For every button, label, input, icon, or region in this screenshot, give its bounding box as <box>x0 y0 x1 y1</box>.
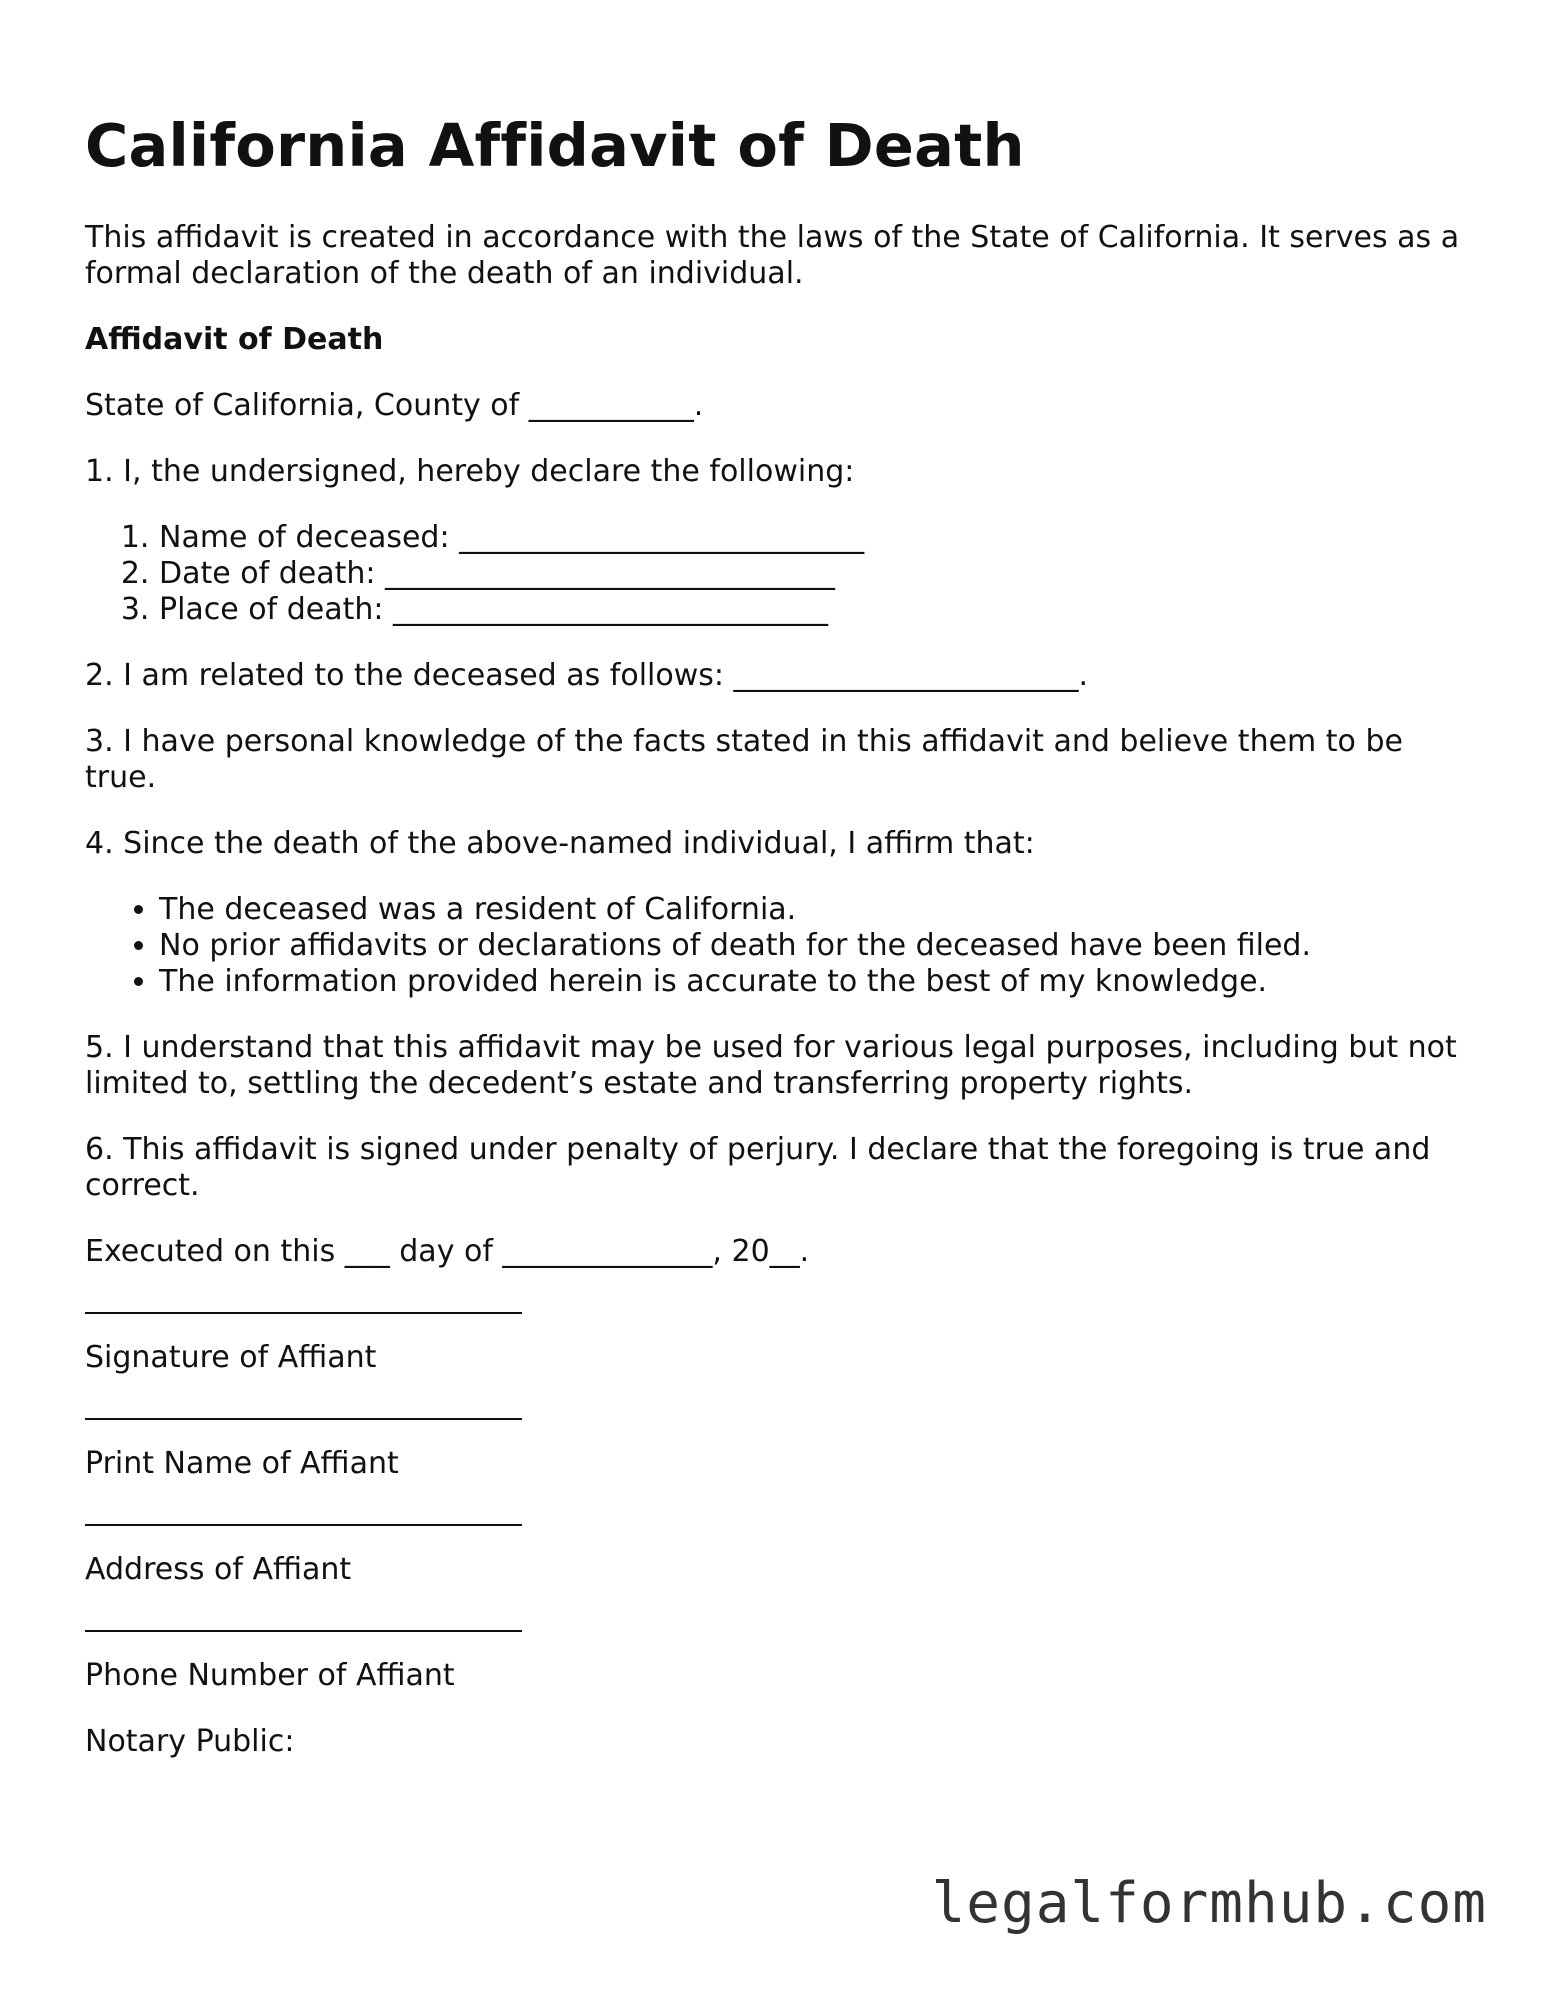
section-heading: Affidavit of Death <box>85 322 384 357</box>
signature-line <box>85 1312 522 1314</box>
address-label: Address of Affiant <box>85 1552 352 1587</box>
declaration-item-4: 4. Since the death of the above-named individual, I affirm that: <box>85 826 1035 861</box>
print-name-line <box>85 1418 522 1420</box>
affirmation-item: • No prior affidavits or declarations of death for the deceased have been filed. <box>159 928 1465 964</box>
affidavit-document <box>85 108 1465 1760</box>
site-watermark: legalformhub.com <box>931 1871 1487 1936</box>
signature-label: Signature of Affiant <box>85 1340 377 1375</box>
document-title: California Affidavit of Death <box>85 111 1025 180</box>
declaration-item-5: 5. I understand that this affidavit may be used for various legal purposes, including but not limited to, settling the decedent’s estate and transferring property rights. <box>85 1030 1457 1101</box>
county-line: State of California, County of ___________. <box>85 388 704 423</box>
phone-line <box>85 1630 522 1632</box>
declaration-item-6: 6. This affidavit is signed under penalty of perjury. I declare that the foregoing is true and correct. <box>85 1132 1431 1203</box>
deceased-details-list <box>85 520 1465 628</box>
notary-label: Notary Public: <box>85 1724 295 1759</box>
intro-paragraph: This affidavit is created in accordance with the laws of the State of California. It serves as a formal declaration of the death of an individual. <box>85 220 1460 291</box>
declaration-item-2: 2. I am related to the deceased as follows: _______________________. <box>85 658 1089 693</box>
declaration-item-3: 3. I have personal knowledge of the facts stated in this affidavit and believe them to be true. <box>85 724 1403 795</box>
place-of-death-field: 3. Place of death: _____________________________ <box>159 592 1465 628</box>
affirmation-item: • The deceased was a resident of California. <box>159 892 1465 928</box>
declaration-item-1: 1. I, the undersigned, hereby declare the following: <box>85 454 855 489</box>
affirmation-item: • The information provided herein is accurate to the best of my knowledge. <box>159 964 1465 1000</box>
executed-date-line: Executed on this ___ day of ______________, 20__. <box>85 1234 810 1269</box>
print-name-label: Print Name of Affiant <box>85 1446 399 1481</box>
phone-label: Phone Number of Affiant <box>85 1658 455 1693</box>
address-line <box>85 1524 522 1526</box>
date-of-death-field: 2. Date of death: ______________________________ <box>159 556 1465 592</box>
name-of-deceased-field: 1. Name of deceased: ___________________________ <box>159 520 1465 556</box>
affirmation-list <box>85 892 1465 1000</box>
